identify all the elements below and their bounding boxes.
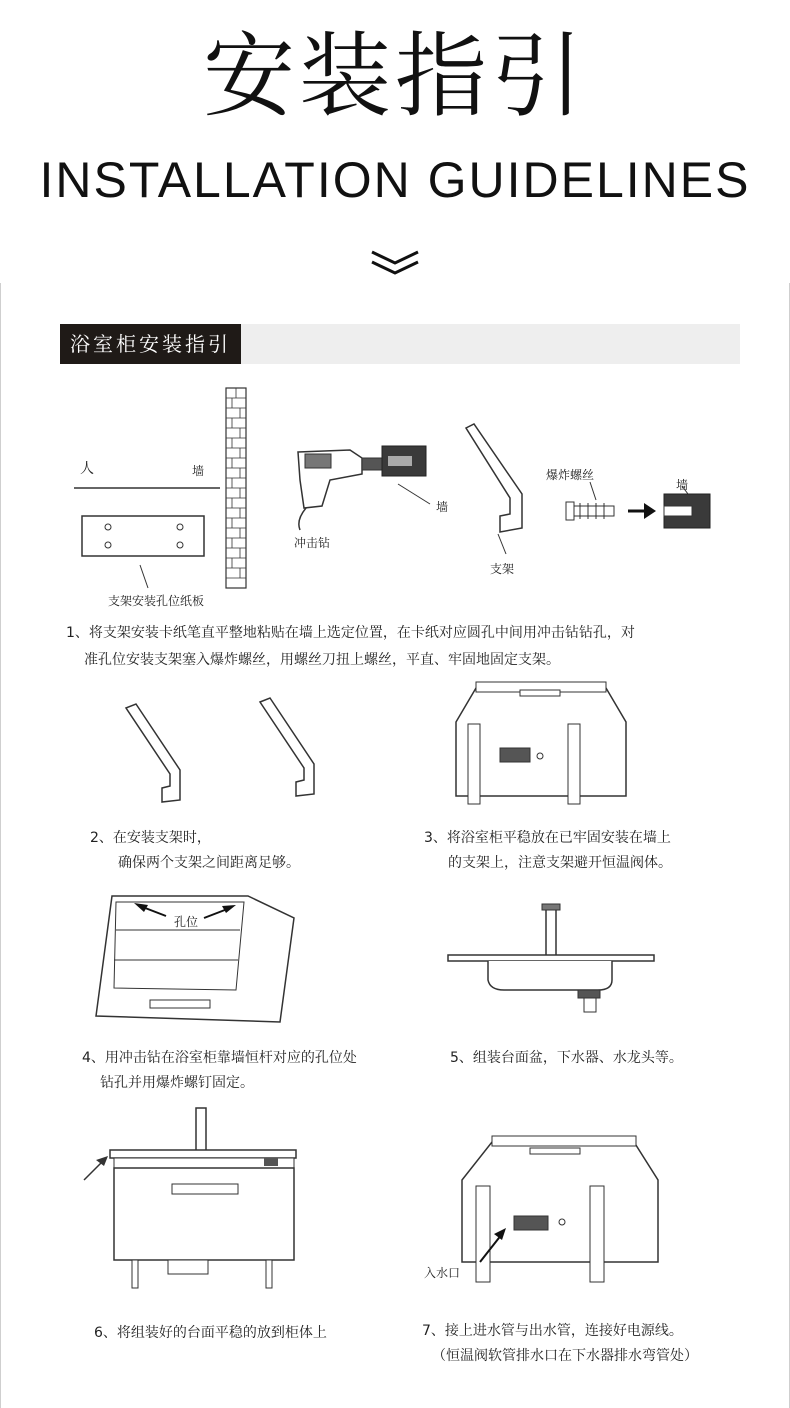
person-label: 人 <box>80 461 94 477</box>
step6-line1: 6、将组装好的台面平稳的放到柜体上 <box>94 1325 327 1341</box>
page-title-en: INSTALLATION GUIDELINES <box>39 152 751 208</box>
step7-line1: 7、接上进水管与出水管，连接好电源线。 <box>422 1323 683 1339</box>
step1-line2: 准孔位安装支架塞入爆炸螺丝，用螺丝刀扭上螺丝，平直、牢固地固定支架。 <box>84 652 560 668</box>
step3-line1: 3、将浴室柜平稳放在已牢固安装在墙上 <box>424 830 671 846</box>
step4-line1: 4、用冲击钻在浴室柜靠墙恒杆对应的孔位处 <box>82 1050 357 1066</box>
section-label: 浴室柜安装指引 <box>60 324 241 364</box>
step2-line1: 2、在安装支架时， <box>90 830 211 846</box>
page-title-zh: 安装指引 <box>202 23 587 130</box>
water-inlet-label: 入水口 <box>424 1266 461 1280</box>
step3-line2: 的支架上，注意支架避开恒温阀体。 <box>448 855 672 871</box>
drill-label: 冲击钻 <box>294 536 331 550</box>
wall-label-right: 墙 <box>676 478 689 492</box>
bracket-label: 支架 <box>490 562 515 576</box>
hole-label: 孔位 <box>174 915 199 929</box>
screw-label: 爆炸螺丝 <box>546 468 595 482</box>
template-label: 支架安装孔位纸板 <box>108 594 205 608</box>
step4-line2: 钻孔并用爆炸螺钉固定。 <box>100 1075 254 1091</box>
step1-line1: 1、将支架安装卡纸笔直平整地粘贴在墙上选定位置，在卡纸对应圆孔中间用冲击钻钻孔，对 <box>66 625 635 641</box>
wall-label-left: 墙 <box>192 464 205 478</box>
wall-label-mid: 墙 <box>436 500 449 514</box>
step7-line2: （恒温阀软管排水口在下水器排水弯管处） <box>432 1348 698 1364</box>
step5-line1: 5、组装台面盆，下水器、水龙头等。 <box>450 1050 683 1066</box>
step2-line2: 确保两个支架之间距离足够。 <box>118 855 300 871</box>
